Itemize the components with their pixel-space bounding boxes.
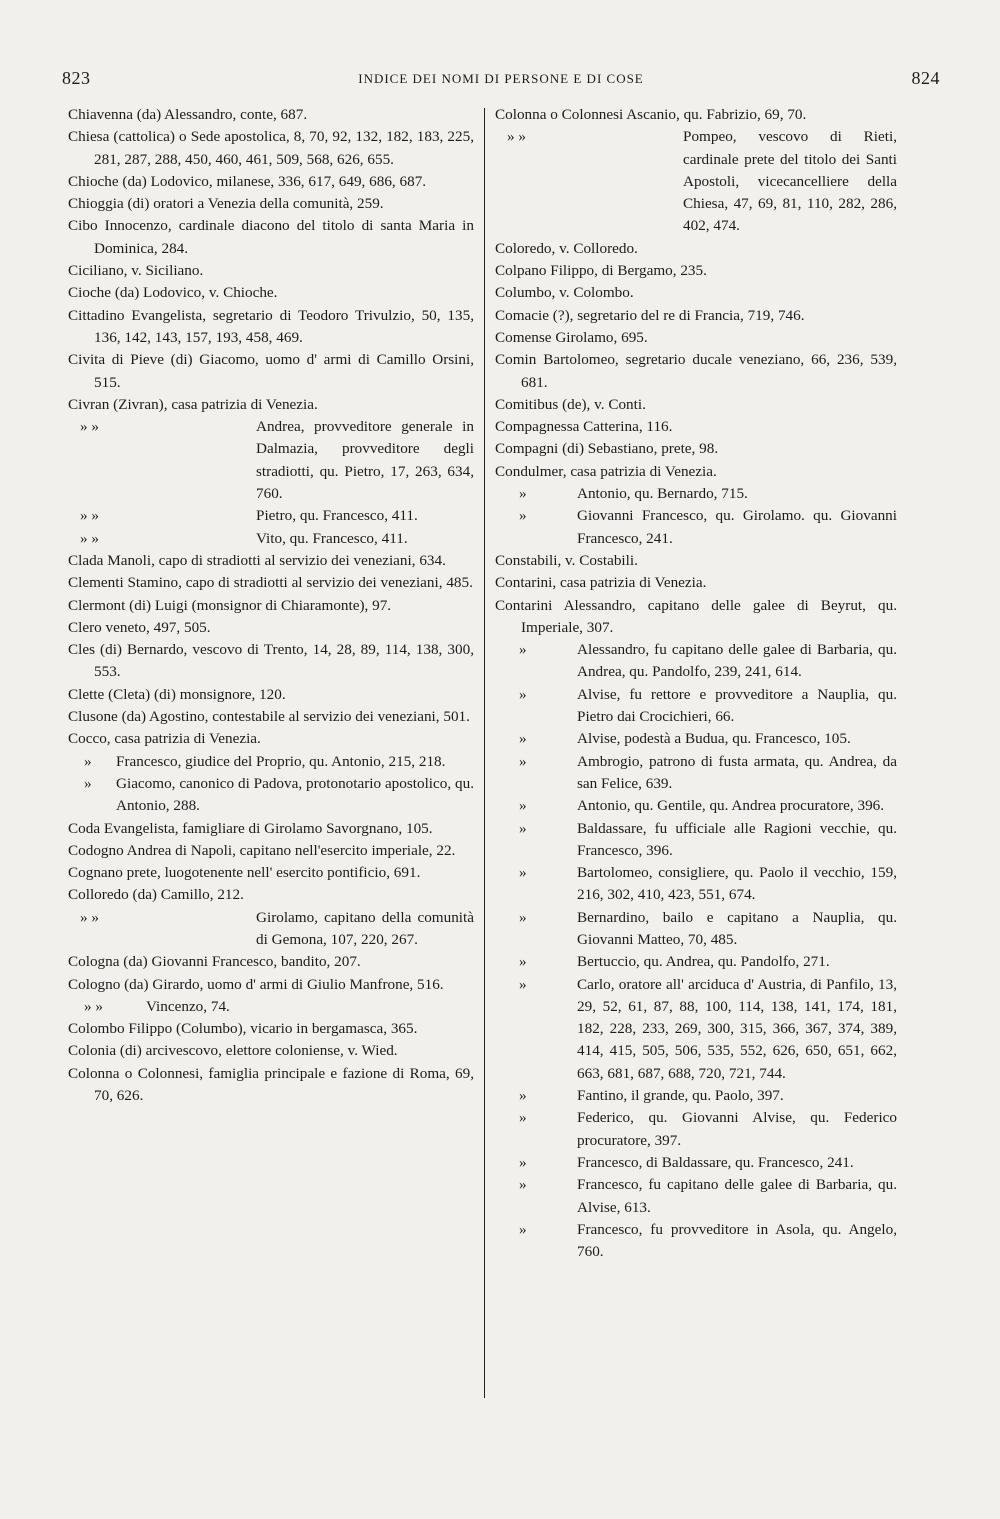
ditto-mark: » » — [80, 418, 99, 436]
index-subentry: » Alvise, fu rettore e provveditore a Nauplia, qu. Pietro dai Crocichieri, 66. — [519, 685, 897, 726]
index-entry: Contarini Alessandro, capitano delle galee di Beyrut, qu. Imperiale, 307. — [495, 596, 897, 636]
index-entry: Comense Girolamo, 695. — [495, 328, 648, 346]
page-header — [62, 68, 940, 98]
index-entry: Compagni (di) Sebastiano, prete, 98. — [495, 440, 719, 458]
ditto-mark: » — [84, 752, 92, 770]
index-subentry: » Bartolomeo, consigliere, qu. Paolo il vecchio, 159, 216, 302, 410, 423, 551, 674. — [519, 864, 897, 904]
index-subentry: » » Girolamo, capitano della comunità di Gemona, 107, 220, 267. — [80, 908, 474, 948]
ditto-mark: » » — [80, 529, 99, 547]
ditto-mark: » — [519, 953, 527, 971]
index-entry: Chioggia (di) oratori a Venezia della comunità, 259. — [68, 195, 384, 213]
ditto-mark: » — [519, 819, 527, 837]
ditto-mark: » — [519, 864, 527, 882]
index-entry: Codogno Andrea di Napoli, capitano nell'esercito imperiale, 22. — [68, 841, 456, 859]
index-entry: Colombo Filippo (Columbo), vicario in bergamasca, 365. — [68, 1020, 418, 1038]
index-subentry: » » Vito, qu. Francesco, 411. — [68, 528, 474, 550]
ditto-mark: » — [519, 908, 527, 926]
index-subentry: » Fantino, il grande, qu. Paolo, 397. — [495, 1085, 897, 1107]
ditto-mark: » — [519, 1220, 527, 1238]
index-entry: Clette (Cleta) (di) monsignore, 120. — [68, 685, 286, 703]
index-entry: Ciciliano, v. Siciliano. — [68, 262, 204, 280]
index-subentry: » Francesco, di Baldassare, qu. Francesco, 241. — [495, 1152, 897, 1174]
ditto-mark: » — [519, 1176, 527, 1194]
ditto-mark: » — [519, 730, 527, 748]
index-entry: Colloredo (da) Camillo, 212. — [68, 886, 244, 904]
index-subentry: » Bertuccio, qu. Andrea, qu. Pandolfo, 271. — [495, 951, 897, 973]
index-entry: Cioche (da) Lodovico, v. Chioche. — [68, 284, 278, 302]
index-entry: Chiesa (cattolica) o Sede apostolica, 8, 70, 92, 132, 182, 183, 225, 281, 287, 288, 450, 460, 461, 509, 568, 626, 655. — [68, 128, 474, 168]
ditto-mark: » — [519, 641, 527, 659]
index-entry: Comacie (?), segretario del re di Francia, 719, 746. — [495, 306, 805, 324]
index-entry: Cibo Innocenzo, cardinale diacono del titolo di santa Maria in Dominica, 284. — [68, 217, 474, 257]
ditto-mark: » » — [507, 128, 526, 146]
index-entry: Chiavenna (da) Alessandro, conte, 687. — [68, 106, 308, 123]
index-entry: Coda Evangelista, famigliare di Girolamo Savorgnano, 105. — [68, 819, 433, 837]
index-subentry: » Ambrogio, patrono di fusta armata, qu. Andrea, da san Felice, 639. — [519, 752, 897, 792]
index-entry: Cocco, casa patrizia di Venezia. — [68, 730, 261, 748]
column-rule — [484, 108, 485, 1398]
index-entry: Chioche (da) Lodovico, milanese, 336, 617, 649, 686, 687. — [68, 172, 427, 190]
ditto-mark: » — [84, 774, 92, 792]
index-entry: Cologna (da) Giovanni Francesco, bandito, 207. — [68, 953, 361, 971]
ditto-mark: » » — [80, 507, 99, 525]
index-subentry: » Francesco, giudice del Proprio, qu. Antonio, 215, 218. — [68, 751, 474, 773]
index-subentry: » Bernardino, bailo e capitano a Nauplia, qu. Giovanni Matteo, 70, 485. — [519, 908, 897, 948]
index-subentry: » Giovanni Francesco, qu. Girolamo. qu. Giovanni Francesco, 241. — [519, 507, 897, 547]
index-entry: Condulmer, casa patrizia di Venezia. — [495, 462, 717, 480]
ditto-mark: » — [519, 1153, 527, 1171]
index-subentry: » » Vincenzo, 74. — [68, 996, 474, 1018]
running-title: INDICE DEI NOMI DI PERSONE E DI COSE — [358, 71, 644, 86]
index-subentry: » Giacomo, canonico di Padova, protonotario apostolico, qu. Antonio, 288. — [84, 774, 474, 815]
index-entry: Clero veneto, 497, 505. — [68, 618, 211, 636]
index-subentry: » Francesco, fu capitano delle galee di Barbaria, qu. Alvise, 613. — [519, 1176, 897, 1216]
index-entry: Clementi Stamino, capo di stradiotti al servizio dei veneziani, 485. — [68, 574, 473, 592]
index-entry: Clada Manoli, capo di stradiotti al servizio dei veneziani, 634. — [68, 551, 446, 569]
page-number-right: 824 — [911, 68, 940, 88]
index-entry: Constabili, v. Costabili. — [495, 551, 638, 569]
index-entry: Colonia (di) arcivescovo, elettore coloniense, v. Wied. — [68, 1042, 398, 1060]
index-entry: Colonna o Colonnesi, famiglia principale e fazione di Roma, 69, 70, 626. — [68, 1064, 474, 1105]
index-entry: Contarini, casa patrizia di Venezia. — [495, 574, 707, 592]
ditto-mark: » » — [84, 997, 103, 1015]
index-subentry: » Baldassare, fu ufficiale alle Ragioni vecchie, qu. Francesco, 396. — [519, 819, 897, 859]
index-entry: Columbo, v. Colombo. — [495, 284, 634, 302]
index-subentry: » Carlo, oratore all' arciduca d' Austria, di Panfilo, 13, 29, 52, 61, 87, 88, 100, 114, 138, 141, 174, 181, 182, 228, 233, 269, 300, 315, 366, 367, 374, 389, 414, 415, 505, 506, 535, 552, 626, 650, 651, 662, 663, 681, 687, 688, 720, 721, 744. — [519, 975, 897, 1082]
index-subentry: » Alessandro, fu capitano delle galee di Barbaria, qu. Andrea, qu. Pandolfo, 239, 241, 614. — [519, 641, 897, 681]
index-entry: Cles (di) Bernardo, vescovo di Trento, 14, 28, 89, 114, 138, 300, 553. — [68, 641, 474, 681]
index-subentry: » Francesco, fu provveditore in Asola, qu. Angelo, 760. — [519, 1220, 897, 1261]
index-entry: Civran (Zivran), casa patrizia di Venezia. — [68, 395, 318, 413]
index-entry: Colpano Filippo, di Bergamo, 235. — [495, 262, 707, 280]
ditto-mark: » — [519, 797, 527, 815]
index-entry: Civita di Pieve (di) Giacomo, uomo d' armi di Camillo Orsini, 515. — [68, 351, 474, 391]
ditto-mark: » — [519, 685, 527, 703]
index-subentry: » Federico, qu. Giovanni Alvise, qu. Federico procuratore, 397. — [519, 1109, 897, 1149]
ditto-mark: » — [519, 1087, 527, 1105]
index-entry: Colonna o Colonnesi Ascanio, qu. Fabrizio, 69, 70. — [495, 106, 807, 123]
index-entry: Clermont (di) Luigi (monsignor di Chiaramonte), 97. — [68, 596, 392, 614]
index-subentry: » » Pompeo, vescovo di Rieti, cardinale prete del titolo dei Santi Apostoli, vicecancelliere della Chiesa, 47, 69, 81, 110, 282, 286, 402, 474. — [507, 128, 897, 235]
index-entry: Cittadino Evangelista, segretario di Teodoro Trivulzio, 50, 135, 136, 142, 143, 157, 193, 458, 469. — [68, 306, 474, 346]
index-entry: Cologno (da) Girardo, uomo d' armi di Giulio Manfrone, 516. — [68, 975, 444, 993]
ditto-mark: » » — [80, 908, 99, 926]
index-subentry: » » Andrea, provveditore generale in Dalmazia, provveditore degli stradiotti, qu. Pietro, 17, 263, 634, 760. — [80, 418, 474, 503]
index-subentry: » Alvise, podestà a Budua, qu. Francesco, 105. — [495, 728, 897, 750]
ditto-mark: » — [519, 507, 527, 525]
ditto-mark: » — [519, 752, 527, 770]
index-entry: Compagnessa Catterina, 116. — [495, 418, 673, 436]
page-number-left: 823 — [62, 68, 91, 88]
index-entry: Comin Bartolomeo, segretario ducale veneziano, 66, 236, 539, 681. — [495, 351, 897, 391]
ditto-mark: » — [519, 1109, 527, 1127]
ditto-mark: » — [519, 975, 527, 993]
index-entry: Coloredo, v. Colloredo. — [495, 239, 638, 257]
index-entry: Cognano prete, luogotenente nell' esercito pontificio, 691. — [68, 864, 421, 882]
ditto-mark: » — [519, 485, 527, 503]
index-subentry: » Antonio, qu. Bernardo, 715. — [495, 483, 897, 505]
index-subentry: » » Pietro, qu. Francesco, 411. — [68, 505, 474, 527]
index-entry: Clusone (da) Agostino, contestabile al servizio dei veneziani, 501. — [68, 708, 470, 726]
index-entry: Comitibus (de), v. Conti. — [495, 395, 646, 413]
index-subentry: » Antonio, qu. Gentile, qu. Andrea procuratore, 396. — [495, 795, 897, 817]
index-column-left — [68, 104, 474, 1107]
index-column-right — [495, 104, 897, 1263]
